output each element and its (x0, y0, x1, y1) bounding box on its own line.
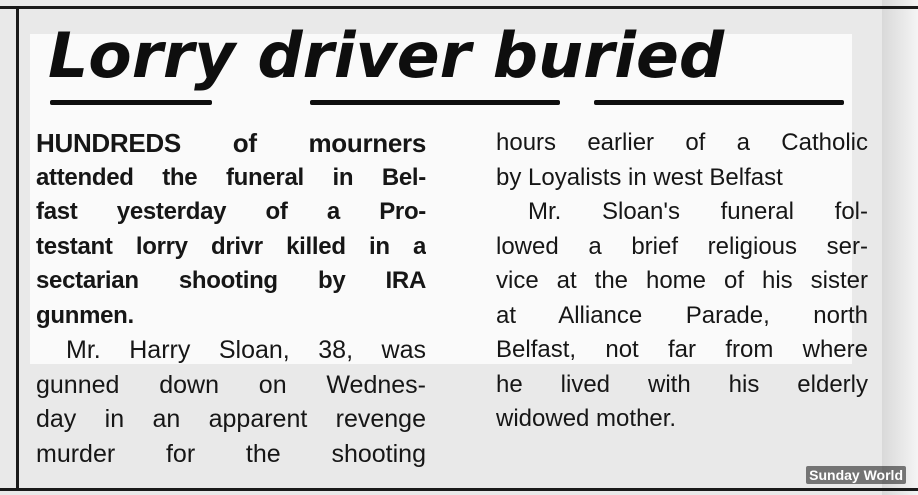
headline-underline-3 (594, 100, 844, 105)
bottom-rule (0, 488, 918, 491)
article-line: HUNDREDS of mourners (36, 128, 426, 158)
headline-underline-2 (310, 100, 560, 105)
article-column-right (496, 126, 868, 437)
article-line: testant lorry drivr killed in a (36, 232, 426, 260)
article-line: Mr. Sloan's funeral fol- (528, 198, 868, 225)
article-line: gunmen. (36, 301, 134, 329)
article-line: fast yesterday of a Pro- (36, 198, 426, 225)
article-line: vice at the home of his sister (496, 267, 868, 294)
top-rule (0, 6, 918, 9)
headline: Lorry driver buried (48, 19, 725, 92)
article-line: sectarian shooting by IRA (36, 267, 426, 294)
article-line: by Loyalists in west Belfast (496, 163, 783, 191)
article-line: hours earlier of a Catholic (496, 129, 868, 156)
article-line: widowed mother. (496, 405, 677, 432)
left-rule (16, 9, 19, 489)
article-line: Mr. Harry Sloan, 38, was (66, 336, 426, 364)
article-line: day in an apparent revenge (36, 405, 426, 433)
headline-underline-1 (50, 100, 212, 105)
article-line: gunned down on Wednes- (36, 370, 426, 399)
page-edge (882, 0, 918, 495)
article-line: lowed a brief religious ser- (496, 232, 868, 260)
article-column-left (36, 126, 426, 471)
article-line: he lived with his elderly (496, 370, 868, 398)
article-line: murder for the shooting (36, 439, 426, 468)
article-line: Belfast, not far from where (496, 336, 868, 363)
article-line: attended the funeral in Bel- (36, 163, 426, 191)
source-credit: Sunday World (806, 466, 906, 484)
article-line: at Alliance Parade, north (496, 301, 868, 329)
